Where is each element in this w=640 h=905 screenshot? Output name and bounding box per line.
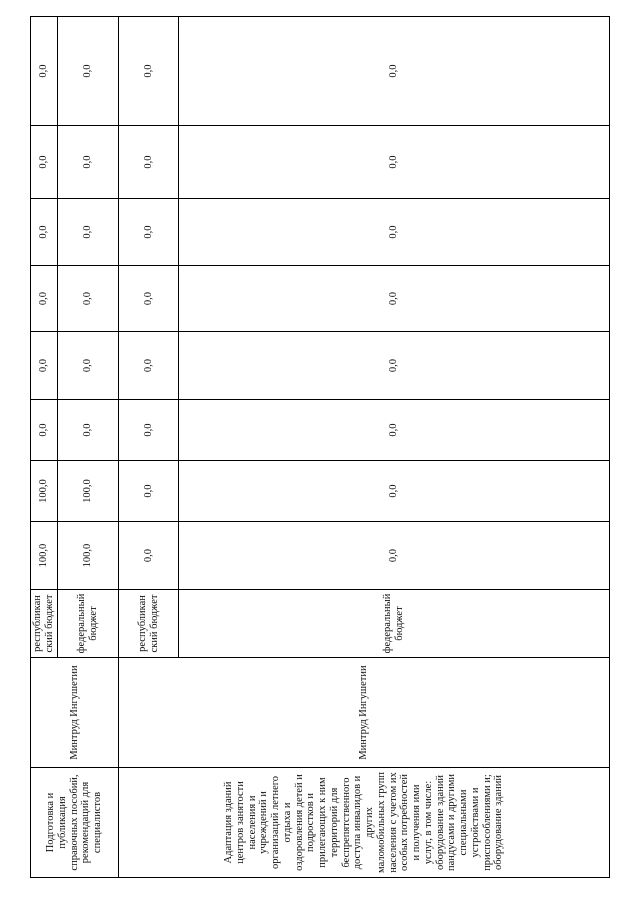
document-sheet <box>30 16 610 878</box>
value-cell: 0,0 <box>58 400 119 461</box>
value-cell: 0,0 <box>31 400 58 461</box>
budget-source: федеральный бюджет <box>382 593 405 654</box>
value-cell: 0,0 <box>31 199 58 266</box>
value-cell: 100,0 <box>31 461 58 522</box>
value-cell: 0,0 <box>31 126 58 199</box>
executor-name: Минтруд Ингушетии <box>68 665 80 760</box>
executor-name: Минтруд Ингушетии <box>358 665 370 760</box>
value-cell: 0,0 <box>119 332 179 400</box>
table-row <box>31 17 58 878</box>
value-cell: 100,0 <box>58 461 119 522</box>
value-cell: 0,0 <box>179 266 610 332</box>
value-cell: 0,0 <box>179 522 610 590</box>
budget-source-cell <box>31 590 58 658</box>
budget-source-cell <box>58 590 119 658</box>
budget-source-cell <box>179 590 610 658</box>
executor-cell <box>31 658 119 768</box>
value-cell: 0,0 <box>58 126 119 199</box>
value-cell: 100,0 <box>31 522 58 590</box>
value-cell: 0,0 <box>31 332 58 400</box>
budget-source: республиканский бюджет <box>32 594 55 653</box>
value-cell: 0,0 <box>58 17 119 126</box>
budget-table <box>30 16 610 878</box>
value-cell: 0,0 <box>31 266 58 332</box>
value-cell: 0,0 <box>58 266 119 332</box>
budget-source: федеральный бюджет <box>76 593 99 654</box>
rotated-page <box>30 16 610 878</box>
value-cell: 0,0 <box>119 522 179 590</box>
value-cell: 0,0 <box>179 400 610 461</box>
value-cell: 0,0 <box>179 461 610 522</box>
value-cell: 0,0 <box>119 266 179 332</box>
value-cell: 0,0 <box>119 17 179 126</box>
value-cell: 0,0 <box>119 126 179 199</box>
table-row <box>119 17 179 878</box>
executor-cell <box>119 658 610 768</box>
value-cell: 0,0 <box>179 199 610 266</box>
measure-name: Адаптация зданий центров занятости населения и учреждений и организаций летнего отдыха и оздоровления детей и подростков и прилегающих к ним территорий для беспрепятственного доступа инвалидов и других маломобильных групп населения с учетом их особых потребностей и получения ими услуг, в том числе: оборудование зданий пандусами и другими специальными устройствами и приспособлениями и; оборудование зданий <box>223 772 505 873</box>
measure-name: Подготовка и публикация справочных пособий, рекомендаций для специалистов <box>45 774 104 871</box>
value-cell: 0,0 <box>179 17 610 126</box>
value-cell: 0,0 <box>179 332 610 400</box>
value-cell: 0,0 <box>31 17 58 126</box>
value-cell: 0,0 <box>58 199 119 266</box>
value-cell: 0,0 <box>119 400 179 461</box>
value-cell: 0,0 <box>179 126 610 199</box>
value-cell: 100,0 <box>58 522 119 590</box>
measure-name-cell <box>31 768 119 878</box>
value-cell: 0,0 <box>58 332 119 400</box>
value-cell: 0,0 <box>119 199 179 266</box>
budget-source-cell <box>119 590 179 658</box>
value-cell: 0,0 <box>119 461 179 522</box>
budget-source: республиканский бюджет <box>136 594 160 653</box>
measure-name-cell <box>119 768 610 878</box>
